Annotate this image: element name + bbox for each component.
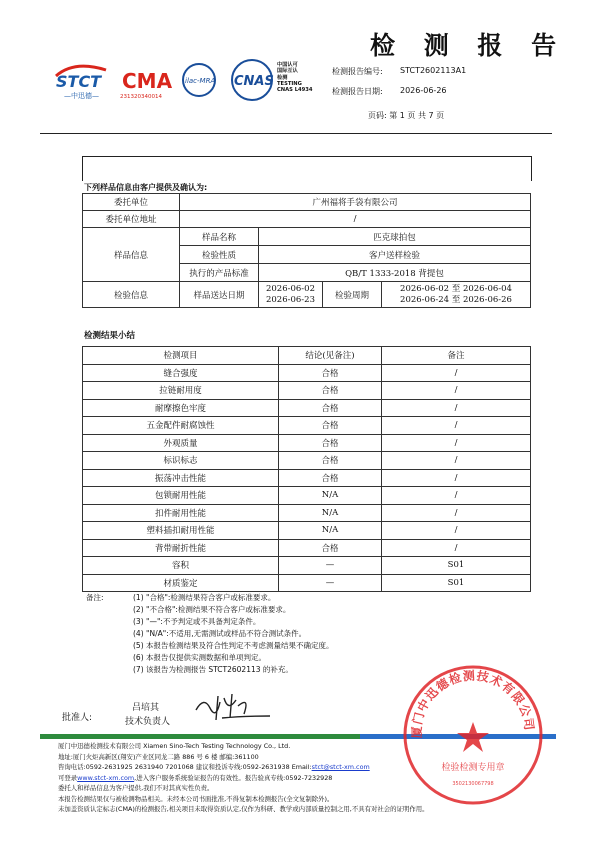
result-remark: / <box>382 522 531 540</box>
results-row <box>83 574 531 592</box>
note-item: (2) "不合格":检测结果不符合客户或标准要求。 <box>133 605 291 614</box>
footer-contact-text: 咨询电话:0592-2631925 2631940 7201068 建议和投诉专线:0592-2631938 Email: <box>58 763 312 771</box>
result-remark: / <box>382 364 531 382</box>
sample-info-table <box>82 193 531 308</box>
result-conclusion: 合格 <box>279 382 382 400</box>
delivery-dates <box>259 282 323 308</box>
result-item: 缝合强度 <box>83 364 279 382</box>
result-conclusion: N/A <box>279 504 382 522</box>
address-value: / <box>180 211 531 228</box>
sample-name-label: 样品名称 <box>180 228 259 246</box>
seal-center-text: 检验检测专用章 <box>441 763 505 773</box>
header-divider <box>40 133 552 134</box>
address-label: 委托单位地址 <box>83 211 180 228</box>
result-remark: / <box>382 539 531 557</box>
cma-logo <box>120 69 173 100</box>
result-conclusion: 合格 <box>279 364 382 382</box>
results-header-conclusion: 结论(见备注) <box>279 347 382 365</box>
result-conclusion: 合格 <box>279 469 382 487</box>
period-1: 2026-06-02 至 2026-06-04 <box>400 283 512 294</box>
cnas-line: TESTING <box>277 80 302 87</box>
result-remark: / <box>382 452 531 470</box>
result-item: 材质鉴定 <box>83 574 279 592</box>
delivery-date-2: 2026-06-23 <box>265 294 315 305</box>
footer-web <box>58 773 429 784</box>
stct-sub: —中迅德— <box>64 92 99 100</box>
cnas-text: CNAS <box>234 74 274 89</box>
ilac-text: ilac-MRA <box>185 77 216 85</box>
report-date: 2026-06-26 <box>400 86 447 95</box>
result-item: 扣件耐用性能 <box>83 504 279 522</box>
sample-name-value: 匹克球拍包 <box>259 228 531 246</box>
result-item: 背带耐折性能 <box>83 539 279 557</box>
report-number: STCT2602113A1 <box>400 66 467 75</box>
result-item: 拉链耐用度 <box>83 382 279 400</box>
nature-label: 检验性质 <box>180 246 259 264</box>
approver-name: 吕培其 <box>132 703 160 713</box>
page-number: 页码: 第 1 页 共 7 页 <box>368 111 445 120</box>
result-remark: / <box>382 382 531 400</box>
results-row <box>83 557 531 575</box>
client-value: 广州福将手袋有限公司 <box>180 194 531 211</box>
note-item: (4) "N/A":不适用,无需测试或样品不符合测试条件。 <box>133 629 307 638</box>
result-conclusion: 合格 <box>279 452 382 470</box>
result-remark: / <box>382 504 531 522</box>
result-item: 振荡冲击性能 <box>83 469 279 487</box>
cma-text: CMA <box>122 69 173 93</box>
results-row <box>83 504 531 522</box>
cnas-line: 检测 <box>277 74 288 81</box>
report-number-label: 检测报告编号: <box>332 67 383 76</box>
results-row <box>83 382 531 400</box>
results-row <box>83 364 531 382</box>
result-conclusion: N/A <box>279 487 382 505</box>
result-remark: / <box>382 487 531 505</box>
result-item: 包锁耐用性能 <box>83 487 279 505</box>
official-seal <box>398 660 548 810</box>
result-conclusion: N/A <box>279 522 382 540</box>
footer-web-suffix: ,进入客户服务系统验证报告的有效性。报告验真专线:0592-7232928 <box>134 773 333 782</box>
results-row <box>83 452 531 470</box>
period-label: 检验周期 <box>323 282 382 308</box>
approver-label: 批准人: <box>62 713 93 723</box>
client-label: 委托单位 <box>83 194 180 211</box>
delivery-date-1: 2026-06-02 <box>265 283 315 294</box>
footer-email-link[interactable]: stct@stct-xm.com <box>311 763 370 771</box>
period-values <box>382 282 531 308</box>
delivery-date-label: 样品送达日期 <box>180 282 259 308</box>
footer-company: 厦门中迅德检测技术有限公司 Xiamen Sino-Tech Testing Technology Co., Ltd. <box>58 742 291 750</box>
results-row <box>83 469 531 487</box>
approver-role: 技术负责人 <box>125 717 171 727</box>
cnas-caption <box>277 62 312 93</box>
note-item: (5) 本报告检测结果及符合性判定不考虑测量结果不确定度。 <box>133 641 334 650</box>
report-number-row <box>332 66 467 77</box>
info-frame <box>82 156 532 181</box>
results-header-item: 检测项目 <box>83 347 279 365</box>
seal-star-icon <box>457 722 489 752</box>
footer-line-6: 本报告检测结果仅与被检测物品相关。未经本公司书面批准,不得复制本检测报告(全文复制除外)。 <box>58 794 334 803</box>
report-date-row <box>332 86 447 97</box>
results-header-remark: 备注 <box>382 347 531 365</box>
footer-web-prefix: 可登录 <box>58 773 78 782</box>
results-title: 检测结果小结 <box>84 331 136 341</box>
cnas-line: 中国认可 <box>277 62 298 68</box>
cma-number: 231320340014 <box>120 94 162 100</box>
footer-line-5: 委托人和样品信息为客户提供,我们不对其真实性负责。 <box>58 784 214 792</box>
result-item: 标识标志 <box>83 452 279 470</box>
results-row <box>83 522 531 540</box>
stct-logo <box>56 66 106 100</box>
sample-info-label: 样品信息 <box>83 228 180 282</box>
result-item: 耐摩擦色牢度 <box>83 399 279 417</box>
result-item: 外观质量 <box>83 434 279 452</box>
result-item: 塑料插扣耐用性能 <box>83 522 279 540</box>
stct-text: STCT <box>56 72 102 91</box>
note-item: (6) 本报告仅提供实测数据和单项判定。 <box>133 653 267 662</box>
note-item: (7) 该报告为检测报告 STCT2602113 的补充。 <box>133 665 293 674</box>
report-date-label: 检测报告日期: <box>332 87 383 96</box>
intro-text: 下列样品信息由客户提供及确认为: <box>84 183 208 192</box>
result-conclusion: — <box>279 557 382 575</box>
footer <box>58 741 429 815</box>
result-remark: / <box>382 434 531 452</box>
result-remark: S01 <box>382 574 531 592</box>
result-remark: / <box>382 469 531 487</box>
footer-address: 地址:厦门火炬高新区(翔安)产业区同龙二路 886 号 6 楼 邮编:361100 <box>58 752 259 761</box>
result-remark: / <box>382 417 531 435</box>
footer-line-7: 未加盖资质认定标志(CMA)的检测报告,相关项目未取得资质认定,仅作为科研、教学或内部质量控制之用,不具有对社会的证明作用。 <box>58 805 429 813</box>
standard-label: 执行的产品标准 <box>180 264 259 282</box>
footer-contact <box>58 762 429 773</box>
result-conclusion: 合格 <box>279 417 382 435</box>
footer-website-link[interactable]: www.stct-xm.com <box>77 773 135 782</box>
results-table <box>82 346 531 592</box>
result-conclusion: 合格 <box>279 539 382 557</box>
report-title: 检 测 报 告 <box>370 31 567 60</box>
result-conclusion: 合格 <box>279 399 382 417</box>
result-conclusion: — <box>279 574 382 592</box>
nature-value: 客户送样检验 <box>259 246 531 264</box>
ilac-logo <box>183 64 215 96</box>
signature <box>192 692 272 722</box>
results-row <box>83 539 531 557</box>
result-conclusion: 合格 <box>279 434 382 452</box>
result-item: 五金配件耐腐蚀性 <box>83 417 279 435</box>
cnas-logo <box>232 60 274 100</box>
results-row <box>83 417 531 435</box>
result-remark: / <box>382 399 531 417</box>
seal-arc-text: 厦门中迅德检测技术有限公司 <box>409 668 537 739</box>
inspection-info-label: 检验信息 <box>83 282 180 308</box>
note-item: (1) "合格":检测结果符合客户或标准要求。 <box>133 593 276 602</box>
result-remark: S01 <box>382 557 531 575</box>
results-row <box>83 434 531 452</box>
cnas-line: CNAS L4934 <box>277 87 313 94</box>
result-item: 容积 <box>83 557 279 575</box>
period-2: 2026-06-24 至 2026-06-26 <box>400 294 512 305</box>
note-item: (3) "—":不予判定或不具备判定条件。 <box>133 617 261 626</box>
notes-label: 备注: <box>86 593 104 602</box>
seal-number: 3502130067798 <box>452 781 494 787</box>
cnas-line: 国际互认 <box>277 68 298 75</box>
results-row <box>83 487 531 505</box>
standard-value: QB/T 1333-2018 背提包 <box>259 264 531 282</box>
results-row <box>83 399 531 417</box>
accreditation-logos <box>54 58 314 106</box>
